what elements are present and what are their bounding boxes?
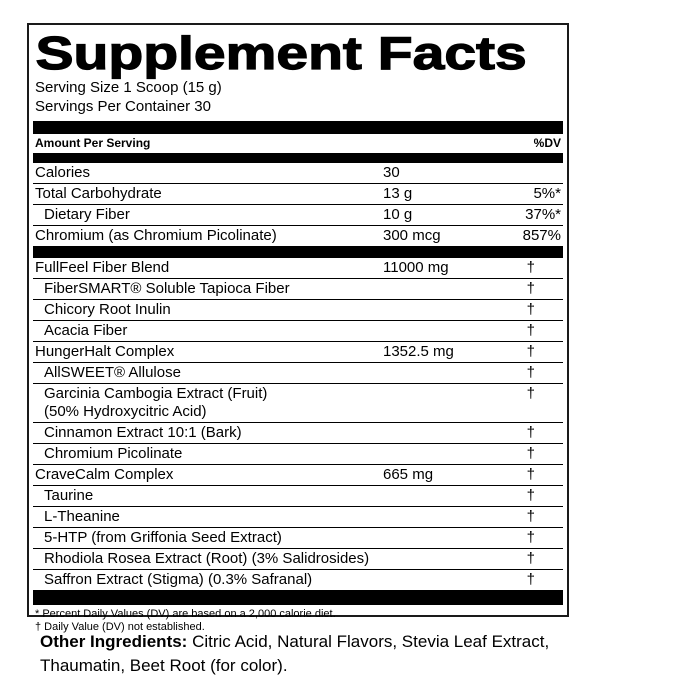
ingredient-amount: 11000 mg [383, 259, 449, 276]
ingredient-name: Rhodiola Rosea Extract (Root) (3% Salidrosides) [44, 550, 370, 567]
nutrient-name: Total Carbohydrate [35, 185, 162, 202]
ingredient-name: HungerHalt Complex [35, 343, 175, 360]
ingredient-dv: † [526, 424, 535, 441]
blend-row [33, 486, 563, 507]
nutrient-dv: 857% [522, 227, 561, 244]
blend-row [33, 528, 563, 549]
nutrient-dv: 5%* [533, 185, 561, 202]
ingredient-name: FiberSMART® Soluble Tapioca Fiber [44, 280, 290, 297]
nutrient-row [33, 205, 563, 226]
ingredient-name: Saffron Extract (Stigma) (0.3% Safranal) [44, 571, 313, 588]
thick-divider-bar [33, 591, 563, 605]
ingredient-name-line1: Garcinia Cambogia Extract (Fruit) [44, 385, 268, 402]
ingredient-name: CraveCalm Complex [35, 466, 174, 483]
ingredient-dv: † [526, 322, 535, 339]
blend-row [33, 279, 563, 300]
nutrient-amount: 13 g [383, 185, 413, 202]
nutrient-amount: 30 [383, 164, 400, 181]
ingredient-name: Taurine [44, 487, 94, 504]
blend-row [33, 465, 563, 486]
ingredient-name: AllSWEET® Allulose [44, 364, 181, 381]
blend-row [33, 507, 563, 528]
ingredient-name: Cinnamon Extract 10:1 (Bark) [44, 424, 242, 441]
blend-row [33, 444, 563, 465]
other-ingredients-text: Citric Acid, Natural Flavors, Stevia Leaf Extract, Thaumatin, Beet Root (for color). [40, 632, 550, 675]
thick-divider-bar [33, 153, 563, 163]
thick-divider-bar [33, 121, 563, 134]
nutrient-row [33, 163, 563, 184]
nutrient-row [33, 226, 563, 247]
blend-row [33, 342, 563, 363]
ingredient-name: L-Theanine [44, 508, 120, 525]
ingredient-dv: † [526, 343, 535, 360]
ingredient-dv: † [526, 280, 535, 297]
nutrient-row [33, 184, 563, 205]
ingredient-name: Acacia Fiber [44, 322, 128, 339]
supplement-facts-panel [27, 23, 569, 633]
blend-row [33, 423, 563, 444]
blend-row [33, 258, 563, 279]
ingredient-amount: 1352.5 mg [383, 343, 454, 360]
ingredient-dv: † [526, 550, 535, 567]
ingredient-dv: † [526, 364, 535, 381]
thick-divider-bar [33, 247, 563, 258]
percent-dv-header: %DV [533, 136, 561, 150]
ingredient-name: FullFeel Fiber Blend [35, 259, 170, 276]
ingredient-name: 5-HTP (from Griffonia Seed Extract) [44, 529, 282, 546]
ingredient-dv: † [526, 571, 535, 588]
serving-size: Serving Size 1 Scoop (15 g) [35, 79, 222, 96]
servings-per-container: Servings Per Container 30 [35, 98, 211, 115]
blend-row [33, 570, 563, 591]
nutrient-dv: 37%* [525, 206, 561, 223]
nutrient-name: Dietary Fiber [44, 206, 130, 223]
ingredient-dv: † [526, 385, 535, 402]
blend-row [33, 363, 563, 384]
nutrient-amount: 10 g [383, 206, 413, 223]
column-header-row [33, 134, 563, 153]
ingredient-name: Chicory Root Inulin [44, 301, 171, 318]
ingredient-dv: † [526, 529, 535, 546]
nutrient-name: Chromium (as Chromium Picolinate) [35, 227, 277, 244]
ingredient-name: Chromium Picolinate [44, 445, 183, 462]
footnote-percent-dv: * Percent Daily Values (DV) are based on a 2,000 calorie diet. [35, 608, 336, 620]
other-ingredients [40, 630, 550, 678]
panel-title: Supplement Facts [35, 27, 527, 79]
ingredient-name [35, 385, 383, 421]
ingredient-dv: † [526, 508, 535, 525]
nutrient-amount: 300 mcg [383, 227, 441, 244]
amount-per-serving-header: Amount Per Serving [35, 136, 151, 150]
blend-row [33, 300, 563, 321]
blend-row [33, 549, 563, 570]
ingredient-dv: † [526, 487, 535, 504]
nutrient-name: Calories [35, 164, 91, 181]
ingredient-name-line2: (50% Hydroxycitric Acid) [44, 403, 207, 420]
ingredient-dv: † [526, 301, 535, 318]
ingredient-dv: † [526, 445, 535, 462]
footnote-dagger: † Daily Value (DV) not established. [35, 621, 205, 633]
ingredient-dv: † [526, 259, 535, 276]
blend-row [33, 384, 563, 423]
ingredient-dv: † [526, 466, 535, 483]
other-ingredients-label: Other Ingredients: [40, 632, 188, 651]
ingredient-amount: 665 mg [383, 466, 434, 483]
blend-row [33, 321, 563, 342]
